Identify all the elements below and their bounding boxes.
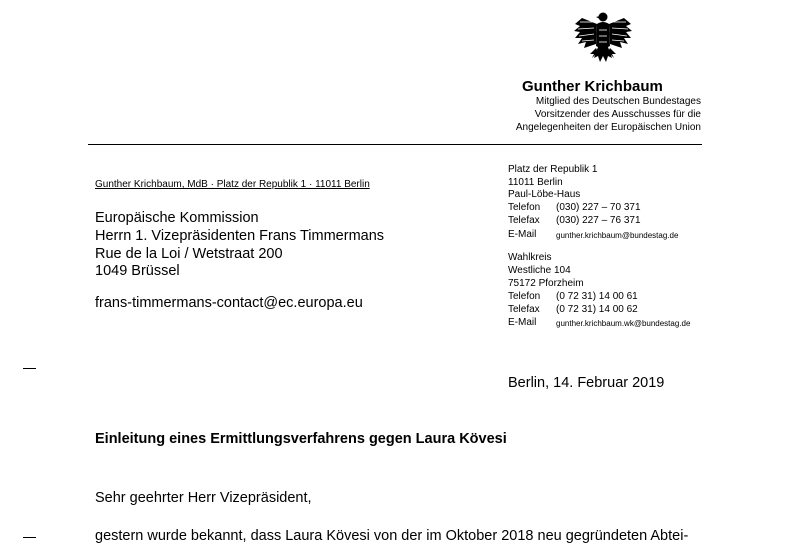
recipient-email: frans-timmermans-contact@ec.europa.eu [95,295,363,311]
berlin-fax-value: (030) 227 – 76 371 [556,215,641,226]
recipient-line: 1049 Brüssel [95,263,180,279]
sender-role-line: Angelegenheiten der Europäischen Union [515,122,701,133]
letter-date: Berlin, 14. Februar 2019 [508,375,665,391]
header-divider [88,144,702,145]
wahlkreis-email-value: gunther.krichbaum.wk@bundestag.de [556,319,691,328]
recipient-line: Herrn 1. Vizepräsidenten Frans Timmermans [95,228,385,244]
body-text-line: gestern wurde bekannt, dass Laura Kövesi von der im Oktober 2018 neu gegründeten Abtei- [95,528,689,544]
wahlkreis-street: Westliche 104 [508,265,571,276]
wahlkreis-fax-value: (0 72 31) 14 00 62 [556,304,638,315]
berlin-email-label: E-Mail [508,229,537,240]
letter-subject: Einleitung eines Ermittlungsverfahrens gegen Laura Kövesi [95,431,507,447]
sender-name: Gunther Krichbaum [522,78,663,95]
recipient-line: Europäische Kommission [95,210,259,226]
berlin-phone-label: Telefon [508,202,541,213]
fold-mark [23,368,36,369]
federal-eagle-logo-icon [572,10,634,66]
wahlkreis-phone-value: (0 72 31) 14 00 61 [556,291,638,302]
return-address: Gunther Krichbaum, MdB · Platz der Republik 1 · 11011 Berlin [95,179,370,190]
sender-role-line: Mitglied des Deutschen Bundestages [535,96,701,107]
berlin-office-street: Platz der Republik 1 [508,164,598,175]
wahlkreis-city: 75172 Pforzheim [508,278,584,289]
berlin-phone-value: (030) 227 – 70 371 [556,202,641,213]
salutation: Sehr geehrter Herr Vizepräsident, [95,490,312,506]
wahlkreis-fax-label: Telefax [508,304,540,315]
sender-role-line: Vorsitzender des Ausschusses für die [534,109,701,120]
fold-mark [23,537,36,538]
berlin-email-value: gunther.krichbaum@bundestag.de [556,231,679,240]
wahlkreis-email-label: E-Mail [508,317,537,328]
wahlkreis-phone-label: Telefon [508,291,541,302]
berlin-fax-label: Telefax [508,215,540,226]
berlin-office-city: 11011 Berlin [508,177,563,188]
recipient-line: Rue de la Loi / Wetstraat 200 [95,246,283,262]
berlin-office-building: Paul-Löbe-Haus [508,189,581,200]
wahlkreis-title: Wahlkreis [508,252,552,263]
